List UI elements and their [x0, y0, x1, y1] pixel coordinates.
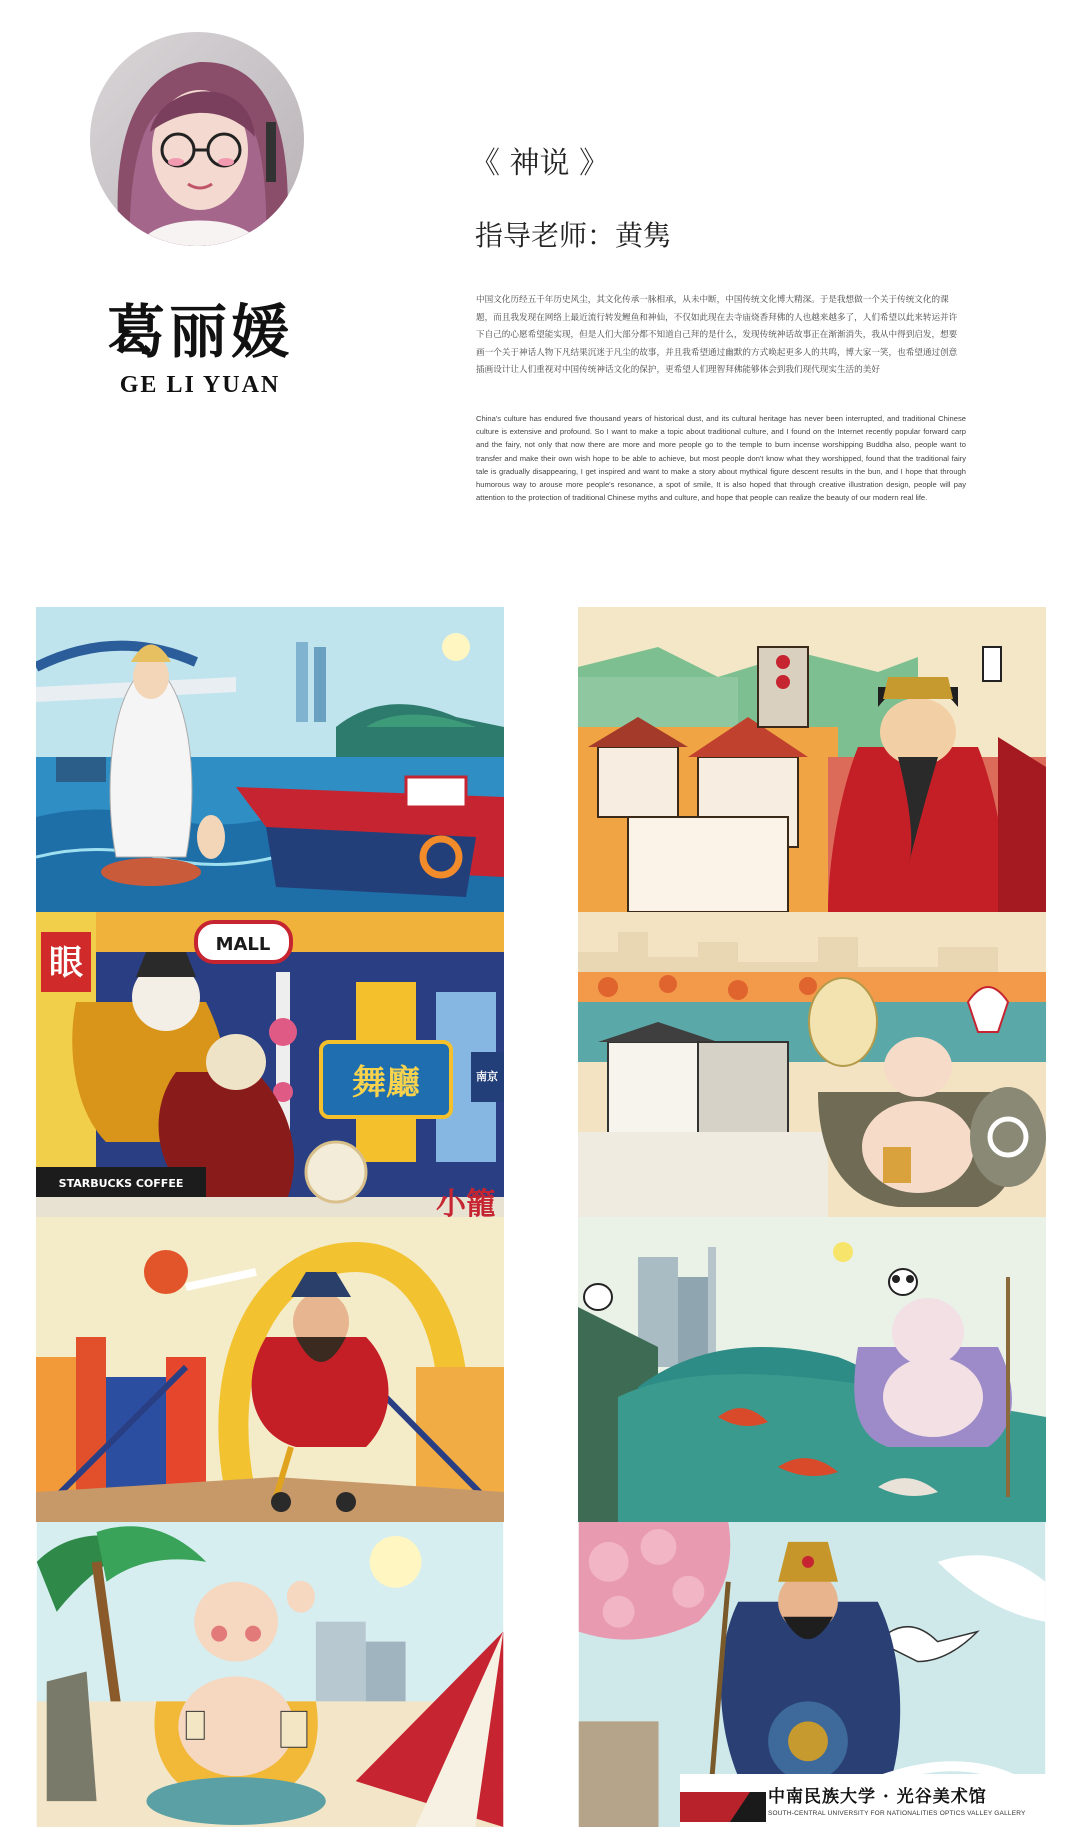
advisor-line: 指导老师：黄隽 — [475, 219, 672, 252]
illustration-beach-buddha — [36, 1522, 504, 1828]
sign-coffee: STARBUCKS COFFEE — [58, 1177, 184, 1190]
illustration-scooter-guardian-bridge — [36, 1217, 504, 1522]
sign-mall: MALL — [215, 934, 271, 955]
illustration-guanyin-harbor — [36, 607, 504, 912]
gallery-watermark — [680, 1774, 1080, 1828]
gallery-name-chinese: 中南民族大学 · 光谷美术馆 — [768, 1787, 987, 1807]
illustration-door-gods-neon-city — [36, 912, 504, 1217]
description-chinese: 中国文化历经五千年历史风尘，其文化传承一脉相承，从未中断，中国传统文化博大精深。于是我想做一个关于传统文化的课题，而且我发现在网络上最近流行转发鲤鱼和神仙，不仅如此现在去寺庙烧香拜佛的人也越来越多了，人们希望以此来转运并许下自己的心愿希望能实现，但是人们大部分都不知道自己拜的是什么，发现传统神话故事正在渐渐消失，我从中得到启发，想要画一个关于神话人物下凡结果沉迷于凡尘的故事，并且我希望通过幽默的方式唤起更多人的共鸣，博大家一笑，也希望通过创意插画设计让人们重视对中国传统神话文化的保护，更希望人们理智拜佛能够体会到我们现代现实生活的美好 — [476, 295, 958, 376]
sign-dance-hall: 舞廳 — [352, 1063, 420, 1103]
artist-name-chinese: 葛丽媛 — [106, 298, 293, 366]
artist-name-english: GE LI YUAN — [119, 372, 281, 398]
gallery-name-english: SOUTH-CENTRAL UNIVERSITY FOR NATIONALITIES OPTICS VALLEY GALLERY — [768, 1810, 1026, 1817]
gallery-logo-icon — [680, 1782, 766, 1822]
description-english: China's culture has endured five thousand years of historical dust, and its cultural heritage has never been interrupted, and traditional Chinese culture is extensive and profound. So I want to make a topic about traditional culture, and I found on the Internet recently popular forward carp and the fairy, not only that now there are more and more people go to the temple to burn incense worshipping Buddha also, people want to transfer and make their own wish hope to be able to achieve, but most people don't know what they worshipped, found that the traditional fairy tale is gradually disappearing, I get inspired and want to make a story about mythical figure descent results in the bun, and I hope that through humorous way to arouse more people's resonance, a spot of smile, It is also hoped that through creative illustration design, people will pay attention to the protection of traditional Chinese myths and culture, and hope that people can realize the beauty of our modern real life. — [476, 414, 966, 503]
illustration-laughing-buddha-river — [578, 912, 1046, 1217]
artist-avatar — [90, 32, 304, 246]
sign-xiaolong: 小籠 — [436, 1187, 496, 1217]
work-title: 《 神说 》 — [470, 146, 610, 181]
sign-eye: 眼 — [49, 943, 83, 983]
sign-nanjing: 南京 — [476, 1070, 498, 1083]
illustration-wealth-god-old-town — [578, 607, 1046, 912]
illustration-koi-pond-panda — [578, 1217, 1046, 1522]
